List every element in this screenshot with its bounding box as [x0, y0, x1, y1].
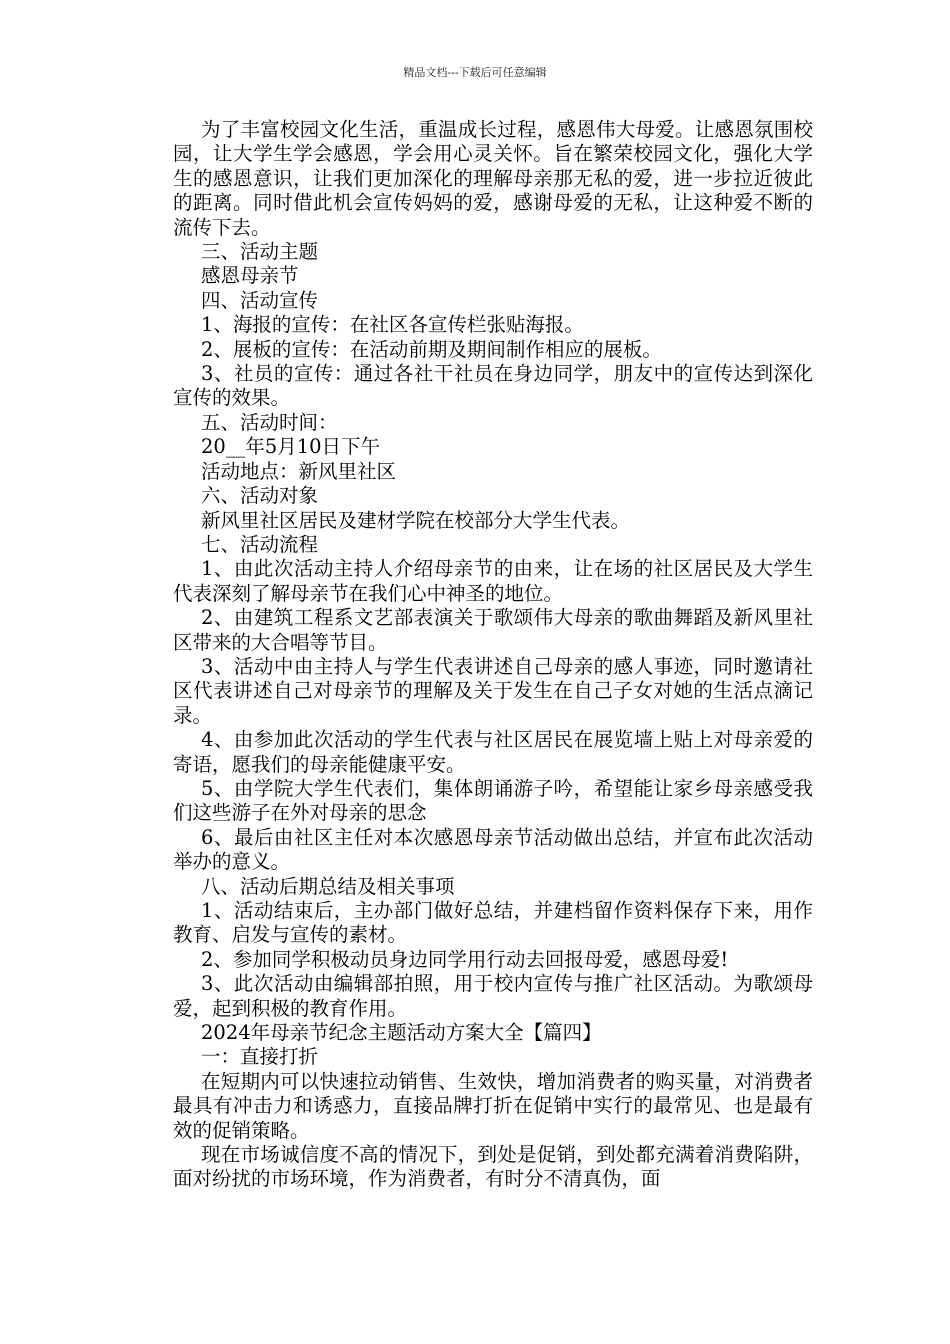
section-title-part-four: 2024年母亲节纪念主题活动方案大全【篇四】: [201, 1021, 602, 1045]
paragraph-audience: 新风里社区居民及建材学院在校部分大学生代表。: [201, 508, 631, 532]
heading-audience: 六、活动对象: [201, 484, 319, 508]
list-item-publicity-2: 2、展板的宣传：在活动前期及期间制作相应的展板。: [201, 337, 662, 361]
heading-direct-discount: 一：直接打折: [201, 1045, 319, 1069]
paragraph-location: 活动地点：新风里社区: [201, 459, 397, 483]
document-body: [173, 118, 813, 1192]
list-item-process-6: 6、最后由社区主任对本次感恩母亲节活动做出总结，并宣布此次活动举办的意义。: [173, 825, 813, 874]
heading-process: 七、活动流程: [201, 532, 319, 556]
paragraph-market: 现在市场诚信度不高的情况下，到处是促销，到处都充满着消费陷阱，面对纷扰的市场环境，作为消费者，有时分不清真伪，面: [173, 1143, 813, 1191]
heading-time: 五、活动时间：: [201, 410, 338, 434]
list-item-summary-2: 2、参加同学积极动员身边同学用行动去回报母爱，感恩母爱!: [201, 947, 729, 971]
list-item-process-1: 1、由此次活动主持人介绍母亲节的由来，让在场的社区居民及大学生代表深刻了解母亲节在我们心中神圣的地位。: [173, 557, 813, 605]
heading-theme: 三、活动主题: [201, 240, 319, 264]
paragraph-theme: 感恩母亲节: [201, 264, 299, 288]
list-item-summary-3: 3、此次活动由编辑部拍照，用于校内宣传与推广社区活动。为歌颂母爱，起到积极的教育作用。: [173, 972, 813, 1020]
list-item-process-5: 5、由学院大学生代表们，集体朗诵游子吟，希望能让家乡母亲感受我们这些游子在外对母亲的思念: [173, 776, 813, 825]
paragraph-discount: 在短期内可以快速拉动销售、生效快，增加消费者的购买量，对消费者最具有冲击力和诱惑力，直接品牌打折在促销中实行的最常见、也是最有效的促销策略。: [173, 1069, 813, 1142]
list-item-process-3: 3、活动中由主持人与学生代表讲述自己母亲的感人事迹，同时邀请社区代表讲述自己对母亲节的理解及关于发生在自己子女对她的生活点滴记录。: [173, 654, 813, 727]
paragraph-intro: 为了丰富校园文化生活，重温成长过程，感恩伟大母爱。让感恩氛围校园，让大学生学会感恩，学会用心灵关怀。旨在繁荣校园文化，强化大学生的感恩意识，让我们更加深化的理解母亲那无私的爱，进一步拉近彼此的距离。同时借此机会宣传妈妈的爱，感谢母爱的无私，让这种爱不断的流传下去。: [173, 118, 813, 239]
heading-summary: 八、活动后期总结及相关事项: [201, 874, 455, 898]
list-item-publicity-1: 1、海报的宣传：在社区各宣传栏张贴海报。: [201, 313, 584, 337]
list-item-summary-1: 1、活动结束后，主办部门做好总结，并建档留作资料保存下来，用作教育、启发与宣传的素材。: [173, 899, 813, 947]
list-item-publicity-3: 3、社员的宣传：通过各社干社员在身边同学，朋友中的宣传达到深化宣传的效果。: [173, 362, 813, 410]
list-item-process-2: 2、由建筑工程系文艺部表演关于歌颂伟大母亲的歌曲舞蹈及新风里社区带来的大合唱等节目。: [173, 606, 813, 654]
paragraph-date: 20__年5月10日下午: [201, 435, 381, 459]
heading-publicity: 四、活动宣传: [201, 288, 319, 312]
list-item-process-4: 4、由参加此次活动的学生代表与社区居民在展览墙上贴上对母亲爱的寄语，愿我们的母亲能健康平安。: [173, 728, 813, 776]
page-header: 精品文档---下载后可任意编辑: [403, 66, 547, 79]
